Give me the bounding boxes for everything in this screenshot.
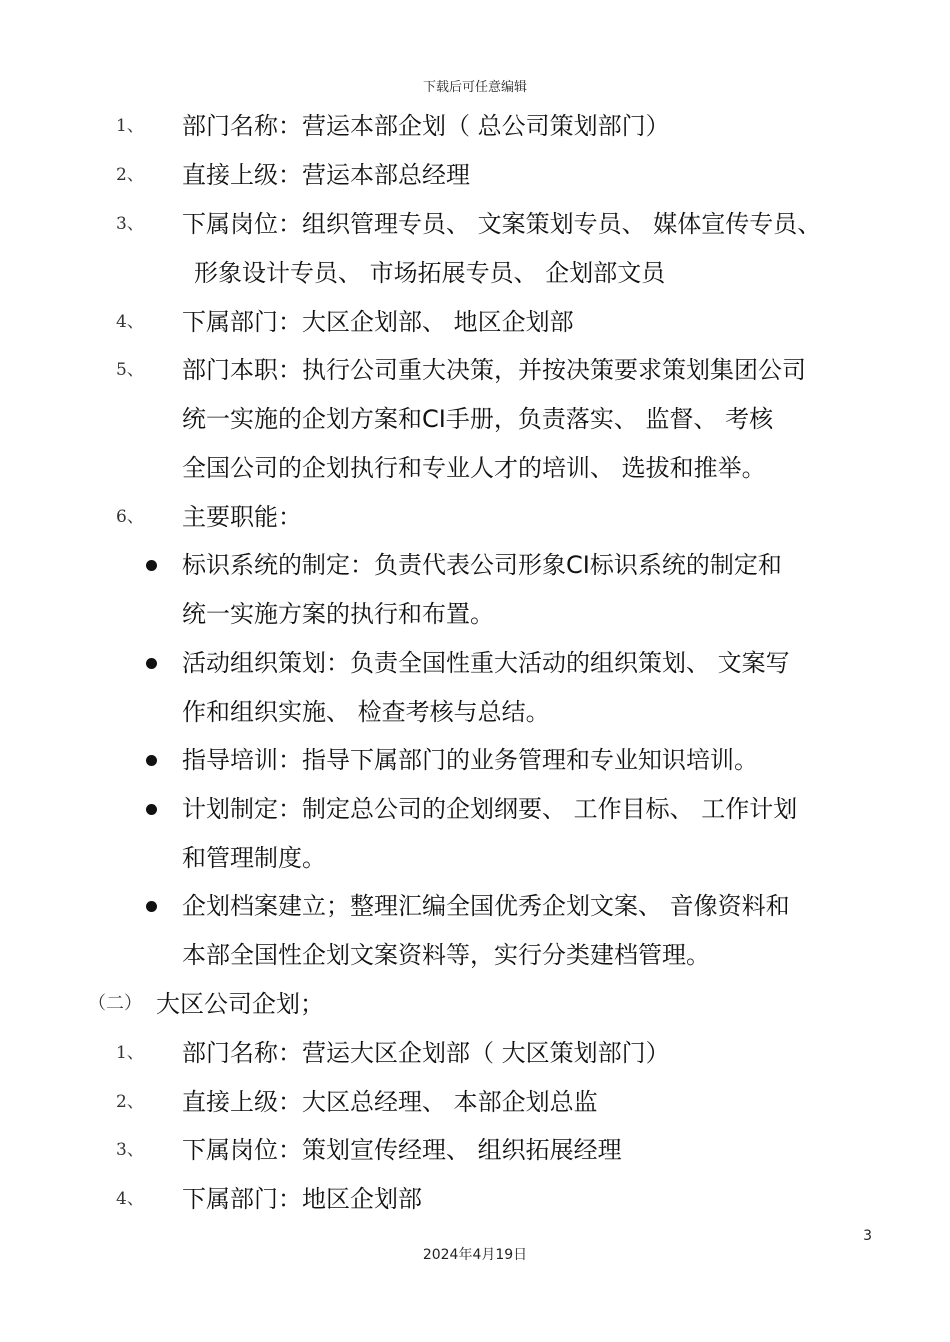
item-text: 下属部门：地区企划部: [182, 1185, 422, 1213]
bullet-text: 标识系统的制定：负责代表公司形象CI标识系统的制定和: [182, 551, 782, 579]
bullet-text: 计划制定：制定总公司的企划纲要、 工作目标、 工作计划: [182, 795, 798, 823]
page-footer-date: 2024年4月19日: [422, 1247, 528, 1263]
bullet-dot-icon: [146, 658, 157, 669]
bullet-text-continuation: 和管理制度。: [182, 844, 326, 872]
list-item: [0, 155, 950, 195]
list-item: [0, 1033, 950, 1073]
bullet-item: [0, 789, 950, 829]
section-title: 大区公司企划；: [156, 990, 324, 1018]
bullet-item-continuation: [0, 594, 950, 634]
bullet-text-continuation: 本部全国性企划文案资料等，实行分类建档管理。: [182, 941, 710, 969]
bullet-item-continuation: [0, 838, 950, 878]
list-item: [0, 497, 950, 537]
bullet-dot-icon: [146, 560, 157, 571]
bullet-text-continuation: 作和组织实施、 检查考核与总结。: [182, 698, 550, 726]
list-item: [0, 302, 950, 342]
item-number: 4、: [116, 1189, 144, 1209]
list-item-continuation: [0, 448, 950, 488]
item-text-continuation: 形象设计专员、 市场拓展专员、 企划部文员: [194, 259, 666, 287]
bullet-dot-icon: [146, 755, 157, 766]
bullet-text-continuation: 统一实施方案的执行和布置。: [182, 600, 494, 628]
item-text: 主要职能：: [182, 503, 302, 531]
page-header: 下载后可任意编辑: [422, 80, 527, 95]
item-text-continuation: 全国公司的企划执行和专业人才的培训、 选拔和推举。: [182, 454, 766, 482]
item-text-continuation: 统一实施的企划方案和CI手册，负责落实、 监督、 考核: [182, 405, 774, 433]
item-text: 下属岗位：策划宣传经理、 组织拓展经理: [182, 1136, 622, 1164]
item-number: 3、: [116, 214, 144, 234]
section-number: （二）: [88, 993, 142, 1014]
item-number: 1、: [116, 1043, 144, 1063]
item-number: 6、: [116, 507, 144, 527]
list-item: [0, 106, 950, 146]
bullet-dot-icon: [146, 901, 157, 912]
list-item: [0, 1130, 950, 1170]
section-heading: [0, 984, 950, 1024]
bullet-dot-icon: [146, 804, 157, 815]
bullet-text: 活动组织策划：负责全国性重大活动的组织策划、 文案写: [182, 649, 790, 677]
bullet-item: [0, 740, 950, 780]
bullet-text: 企划档案建立；整理汇编全国优秀企划文案、 音像资料和: [182, 892, 790, 920]
bullet-text: 指导培训：指导下属部门的业务管理和专业知识培训。: [182, 746, 758, 774]
item-number: 4、: [116, 312, 144, 332]
item-text: 部门本职：执行公司重大决策，并按决策要求策划集团公司: [182, 356, 806, 384]
bullet-item-continuation: [0, 935, 950, 975]
item-text: 直接上级：营运本部总经理: [182, 161, 470, 189]
list-item-continuation: [0, 253, 950, 293]
list-item: [0, 1082, 950, 1122]
list-item: [0, 350, 950, 390]
item-text: 下属岗位：组织管理专员、 文案策划专员、 媒体宣传专员、: [182, 210, 822, 238]
list-item: [0, 204, 950, 244]
item-number: 5、: [116, 360, 144, 380]
item-text: 直接上级：大区总经理、 本部企划总监: [182, 1088, 598, 1116]
page-number: 3: [863, 1228, 872, 1244]
list-item: [0, 1179, 950, 1219]
bullet-item: [0, 545, 950, 585]
item-number: 1、: [116, 116, 144, 136]
item-number: 3、: [116, 1140, 144, 1160]
item-number: 2、: [116, 165, 144, 185]
item-text: 部门名称：营运本部企划（ 总公司策划部门）: [182, 112, 670, 140]
bullet-item: [0, 886, 950, 926]
list-item-continuation: [0, 399, 950, 439]
bullet-item-continuation: [0, 692, 950, 732]
item-number: 2、: [116, 1092, 144, 1112]
item-text: 部门名称：营运大区企划部（ 大区策划部门）: [182, 1039, 670, 1067]
bullet-item: [0, 643, 950, 683]
item-text: 下属部门：大区企划部、 地区企划部: [182, 308, 574, 336]
